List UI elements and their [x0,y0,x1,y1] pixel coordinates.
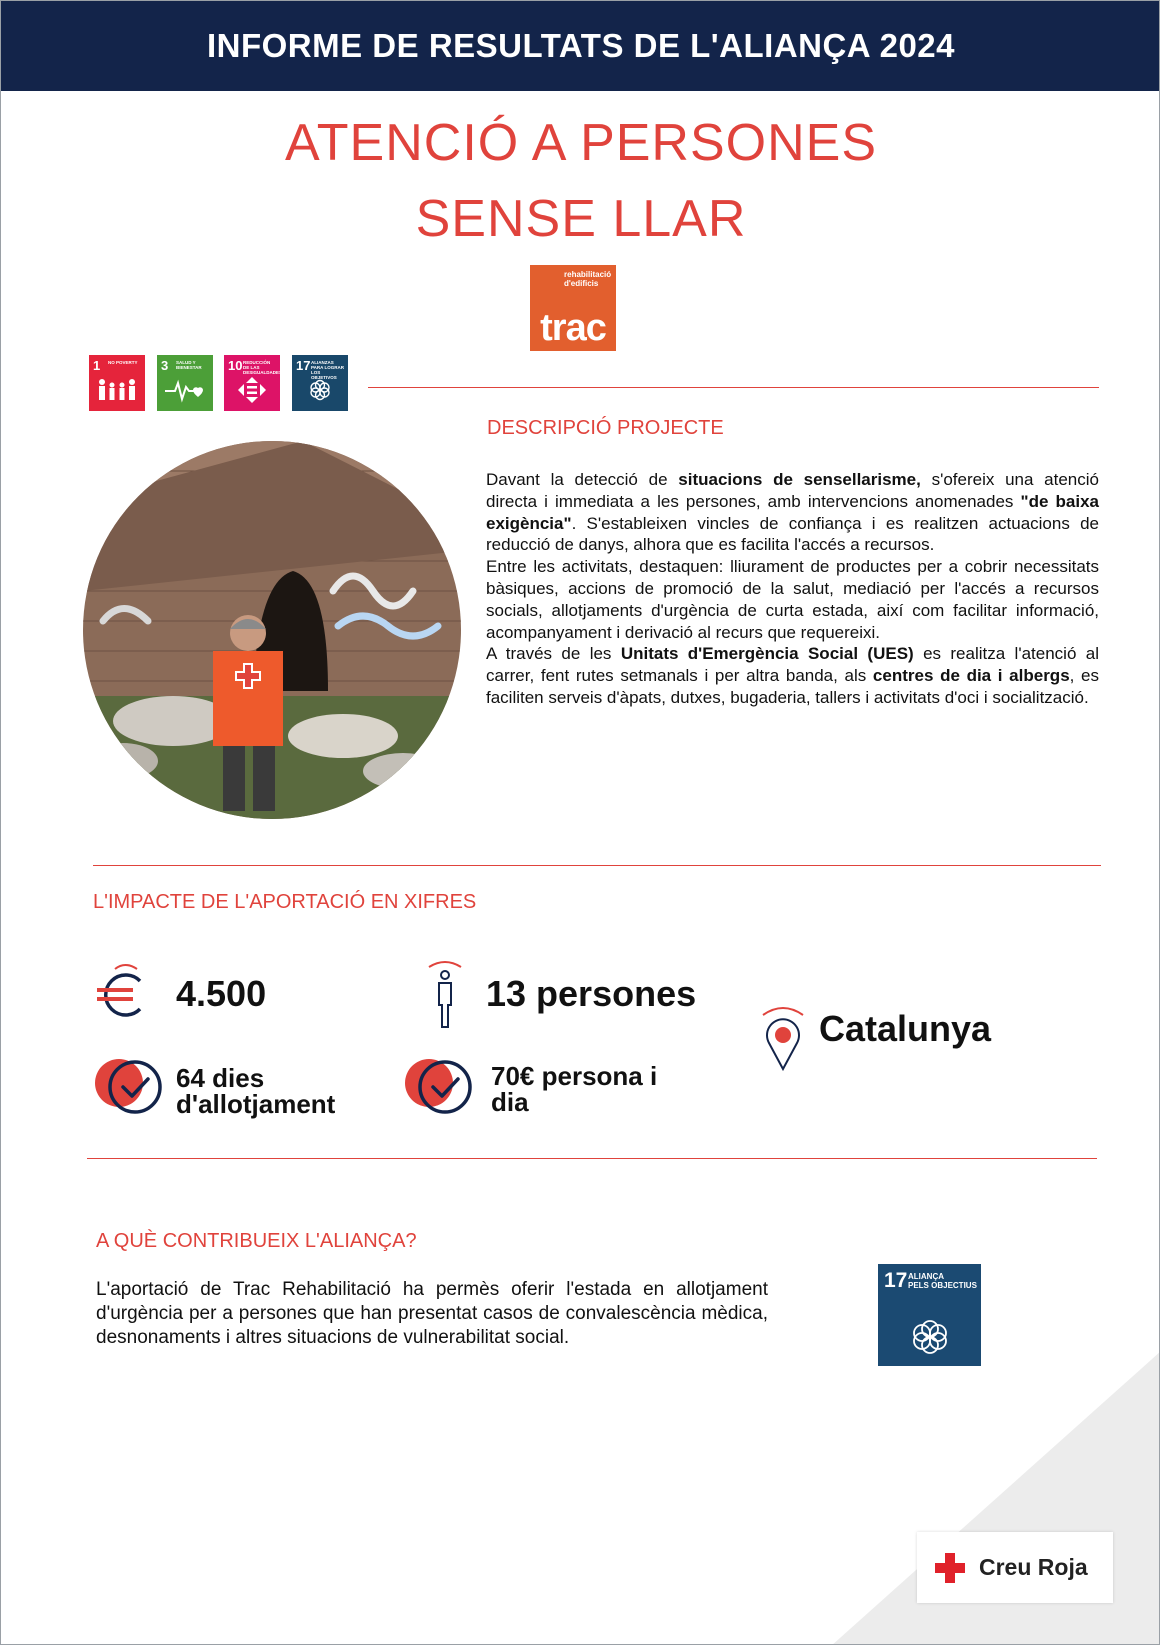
sdg-badge-17: 17 ALIANZAS PARA LOGRAR LOS OBJETIVOS [292,355,348,411]
description-paragraph-3: A través de les Unitats d'Emergència Social (UES) es realitza l'atenció al carrer, fent rutes setmanals i per altra banda, als centres de dia i albergs, es faciliten serveis d'àpats, dutxes, bugaderia, tallers i activitats d'oci i socialització. [486,644,1099,707]
sdg-badge-3: 3 SALUD Y BIENESTAR [157,355,213,411]
description-heading: DESCRIPCIÓ PROJECTE [487,417,724,439]
impact-amount: 4.500 [176,973,267,1014]
impact-people: 13 persones [486,973,697,1014]
trac-logo-name: trac [540,307,606,349]
creu-roja-logo [917,1532,1113,1603]
header-title: INFORME DE RESULTATS DE L'ALIANÇA 2024 [206,27,955,64]
impact-days: 64 dies d'allotjament [176,1063,336,1119]
description-text [486,469,1099,709]
project-photo-illustration [83,441,461,819]
page-title-line1: ATENCIÓ A PERSONES [284,114,878,172]
contribution-heading: A QUÈ CONTRIBUEIX L'ALIANÇA? [96,1230,417,1252]
impact-heading: L'IMPACTE DE L'APORTACIÓ EN XIFRES [93,891,477,913]
page-title-line2: SENSE LLAR [415,190,747,248]
flower-icon [300,377,340,403]
location-pin-icon [761,1005,805,1071]
euro-icon [93,959,153,1021]
divider-middle [93,865,1101,866]
description-paragraph-2: Entre les activitats, destaquen: lliurament de productes per a cobrir necessitats bàsiques, accions de promoció de la salut, mediació per l'accés a recursos socials, allotjaments d'urgència de curta estada, així com facilitar informació, acompanyament i derivació al recurs que requereixi. [486,557,1099,642]
divider-bottom [87,1158,1097,1159]
project-photo [83,441,461,819]
header-bar [1,1,1160,91]
flower-icon [908,1317,952,1357]
equality-icon [232,377,272,403]
divider-top [368,387,1099,388]
impact-location: Catalunya [819,1008,992,1049]
red-cross-icon [935,1553,965,1583]
contribution-text: L'aportació de Trac Rehabilitació ha permès oferir l'estada en allotjament d'urgència per a persones que han presentat casos de convalescència mèdica, desnonaments i altres situacions de vulnerabilitat social. [96,1279,768,1348]
person-icon [423,959,467,1031]
check-circle-icon [403,1055,475,1117]
description-paragraph-1: Davant la detecció de situacions de sensellarisme, s'ofereix una atenció directa i immediata a les persones, amb intervencions anomenades "de baixa exigència". S'estableixen vincles de confiança i es realitzen actuacions de reducció de danys, alhora que es facilita l'accés a recursos. [486,470,1100,555]
trac-logo-subtitle: rehabilitació d'edificis [564,270,612,288]
heartbeat-icon [165,377,205,403]
family-icon [97,377,137,403]
trac-logo [530,265,616,351]
impact-rate: 70€ persona i dia [491,1061,658,1117]
creu-roja-name: Creu Roja [979,1554,1088,1580]
check-circle-icon [93,1055,165,1117]
sdg-badge-1: 1 NO POVERTY [89,355,145,411]
sdg17-badge: 17 ALIANÇA PELS OBJECTIUS [878,1264,981,1366]
sdg-badge-10: 10 REDUCCIÓN DE LAS DESIGUALDADES [224,355,280,411]
